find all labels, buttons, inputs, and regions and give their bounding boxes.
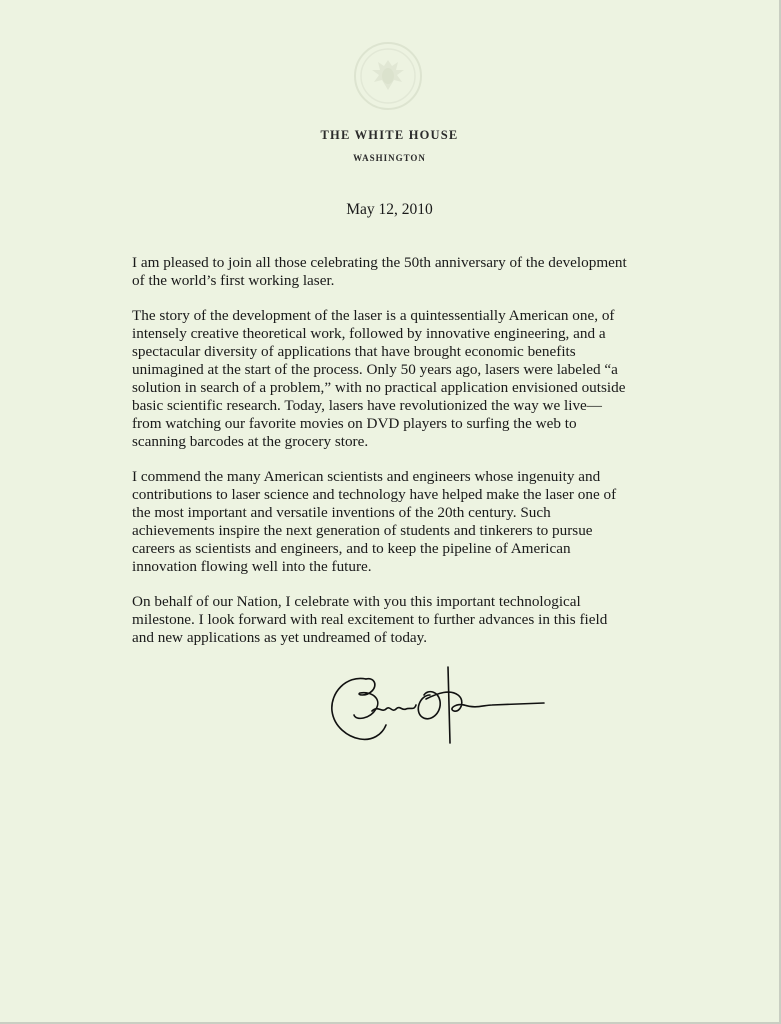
- letter-paragraph: I am pleased to join all those celebrating the 50th anniversary of the development of the world’s first working laser.: [132, 254, 627, 289]
- letter-body: [132, 254, 652, 664]
- letter-paragraph: The story of the development of the laser is a quintessentially American one, of intensely creative theoretical work, followed by innovative engineering, and a spectacular diversity of applications that have brought economic benefits unimagined at the start of the process. Only 50 years ago, lasers were labeled “a solution in search of a problem,” with no practical application envisioned outside basic scientific research. Today, lasers have revolutionized the way we live— from watching our favorite movies on DVD players to surfing the web to scanning barcodes at the grocery store.: [132, 307, 626, 450]
- presidential-seal-icon: [352, 40, 424, 112]
- letterhead-title: THE WHITE HOUSE: [320, 128, 459, 142]
- handwritten-signature: [326, 665, 548, 745]
- letterhead-location: WASHINGTON: [353, 153, 426, 163]
- letter-paragraph: I commend the many American scientists and engineers whose ingenuity and contributions to laser science and technology have helped make the laser one of the most important and versatile inventions of the 20th century. Such achievements inspire the next generation of students and tinkerers to pursue careers as scientists and engineers, and to keep the pipeline of American innovation flowing well into the future.: [132, 468, 617, 575]
- letter-paragraph: On behalf of our Nation, I celebrate with you this important technological milestone. I look forward with real excitement to further advances in this field and new applications as yet undreamed of today.: [132, 593, 608, 646]
- letter-date: May 12, 2010: [346, 201, 433, 218]
